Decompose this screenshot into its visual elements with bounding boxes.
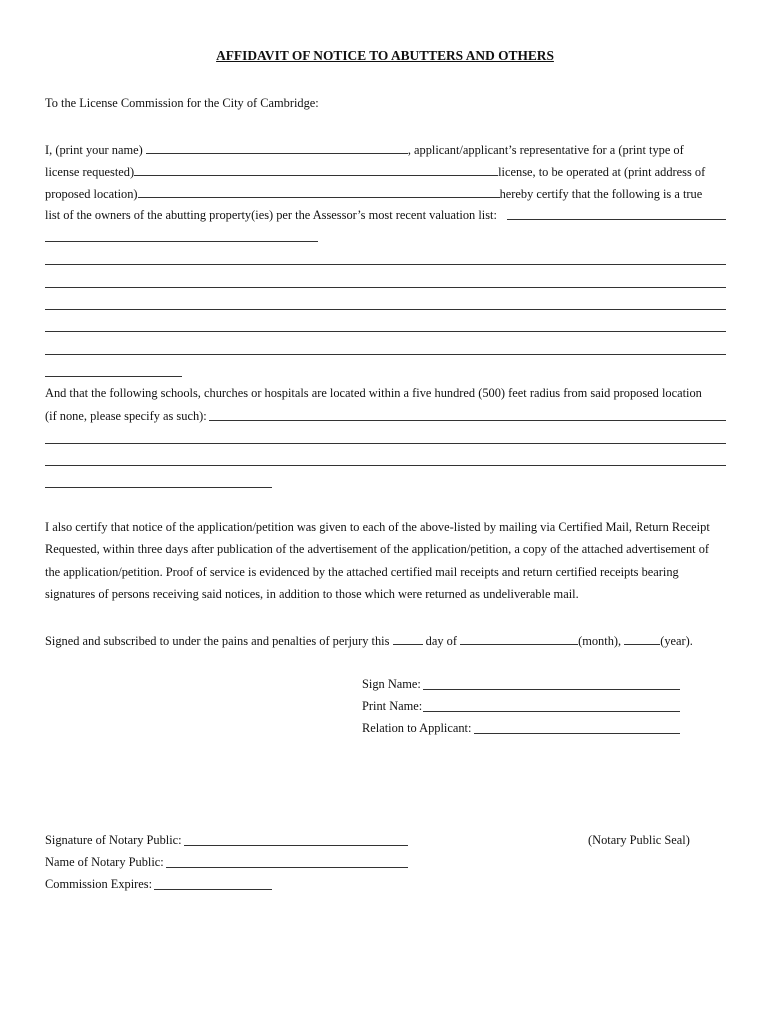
license-type-field[interactable]	[134, 164, 498, 176]
perjury-label: Signed and subscribed to under the pains and penalties of perjury this	[45, 634, 390, 648]
notary-signature-label: Signature of Notary Public:	[45, 833, 182, 847]
notary-name-label: Name of Notary Public:	[45, 855, 164, 869]
certify-true-label: hereby certify that the following is a true	[499, 187, 703, 201]
print-name-field[interactable]	[423, 711, 680, 712]
commission-expires-label: Commission Expires:	[45, 877, 153, 891]
relation-label: Relation to Applicant:	[362, 721, 472, 735]
proposed-location-label: proposed location)	[45, 187, 138, 201]
schools-field-2[interactable]	[45, 443, 726, 444]
salutation: To the License Commission for the City of Cambridge:	[45, 96, 319, 110]
applicant-line-1	[45, 142, 684, 156]
notary-signature-field[interactable]	[184, 845, 408, 846]
applicant-name-field[interactable]	[146, 142, 408, 154]
abutters-field-3[interactable]	[45, 264, 726, 265]
certify-line-1: I also certify that notice of the application/petition was given to each of the above-listed by mailing via Certified Mail, Return Receipt	[45, 520, 710, 534]
print-name-label-bottom: Print Name:	[362, 699, 423, 713]
schools-line-2: (if none, please specify as such):	[45, 409, 207, 423]
day-of-label: day of	[425, 634, 457, 648]
schools-field-4[interactable]	[45, 487, 272, 488]
month-field[interactable]	[460, 633, 578, 645]
sign-name-field[interactable]	[423, 689, 680, 690]
schools-field-3[interactable]	[45, 465, 726, 466]
schools-field-1[interactable]	[209, 420, 726, 421]
perjury-line	[45, 633, 693, 647]
commission-expires-field[interactable]	[154, 889, 272, 890]
license-requested-label: license requested)	[45, 165, 135, 179]
certify-line-3: the application/petition. Proof of service is evidenced by the attached certified mail receipts and return certified receipts bearing	[45, 565, 679, 579]
notary-seal-label: (Notary Public Seal)	[588, 833, 690, 847]
certify-line-4: signatures of persons receiving said notices, in addition to those which were returned as undeliverable mail.	[45, 587, 579, 601]
abutters-field-1[interactable]	[507, 219, 726, 220]
applicant-line-3	[45, 186, 702, 200]
applicant-line-4	[45, 209, 497, 221]
abutters-field-5[interactable]	[45, 309, 726, 310]
proposed-location-field[interactable]	[138, 186, 500, 198]
print-type-label: , applicant/applicant’s representative for a (print type of	[407, 143, 684, 157]
abutters-list-label: list of the owners of the abutting property(ies) per the Assessor’s most recent valuation list:	[45, 208, 497, 222]
print-name-label: I, (print your name)	[45, 143, 143, 157]
applicant-line-2	[45, 164, 705, 178]
operated-at-label: license, to be operated at (print address of	[498, 165, 706, 179]
month-label: (month),	[578, 634, 622, 648]
abutters-field-2[interactable]	[45, 241, 318, 242]
abutters-field-6[interactable]	[45, 331, 726, 332]
relation-field[interactable]	[474, 733, 680, 734]
year-label: (year).	[660, 634, 693, 648]
year-field[interactable]	[624, 633, 660, 645]
sign-name-label: Sign Name:	[362, 677, 421, 691]
page-title: AFFIDAVIT OF NOTICE TO ABUTTERS AND OTHERS	[216, 48, 554, 63]
abutters-field-8[interactable]	[45, 376, 182, 377]
day-field[interactable]	[393, 633, 423, 645]
certify-line-2: Requested, within three days after publication of the advertisement of the application/petition, a copy of the attached advertisement of	[45, 542, 710, 556]
abutters-field-7[interactable]	[45, 354, 726, 355]
abutters-field-4[interactable]	[45, 287, 726, 288]
schools-line-1: And that the following schools, churches or hospitals are located within a five hundred (500) feet radius from said proposed location	[45, 386, 702, 400]
notary-name-field[interactable]	[166, 867, 408, 868]
